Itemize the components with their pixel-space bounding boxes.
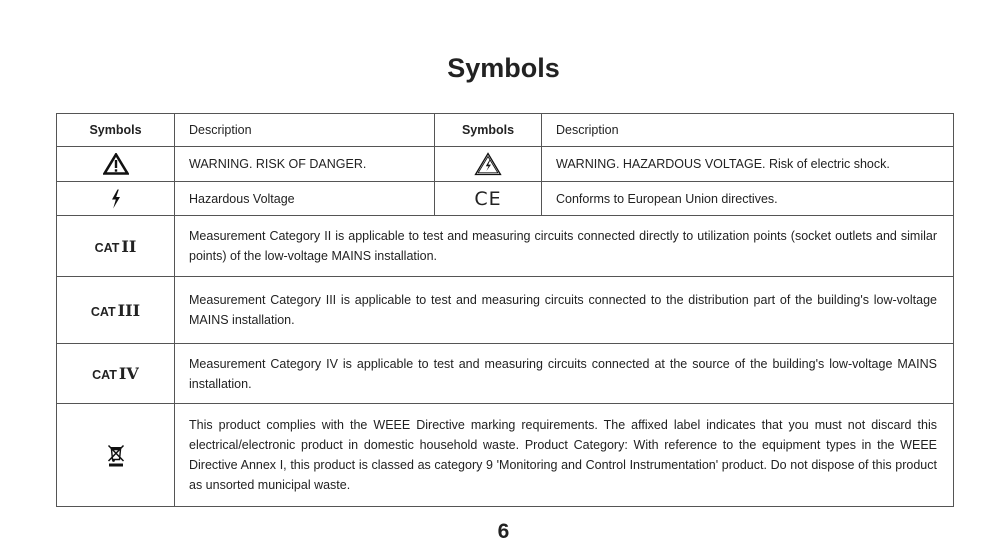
table-header-row bbox=[57, 114, 954, 147]
cat4-label: CAT bbox=[92, 368, 117, 382]
table-row-voltage bbox=[57, 182, 954, 216]
header-description-right: Description bbox=[542, 114, 954, 147]
table-row-weee bbox=[57, 404, 954, 507]
weee-description: This product complies with the WEEE Directive marking requirements. The affixed label indicates that you must not discard this electrical/electronic product in domestic household waste. Product Category: With reference to the equipment types in the WEEE Directive Annex I, this product is classed as category 9 'Monitoring and Control Instrumentation' product. Do not dispose of this product as unsorted municipal waste. bbox=[175, 404, 954, 507]
warning-description: WARNING. RISK OF DANGER. bbox=[175, 147, 435, 182]
page-number: 6 bbox=[497, 520, 510, 543]
hazardous-voltage-symbol-cell bbox=[435, 147, 542, 182]
cat4-roman: IV bbox=[118, 364, 139, 383]
warning-symbol-cell bbox=[57, 147, 175, 182]
cat3-label: CAT bbox=[90, 304, 116, 319]
hazardous-voltage-text: Hazardous Voltage bbox=[175, 182, 435, 216]
page-title: Symbols bbox=[447, 53, 560, 83]
cat3-description: Measurement Category III is applicable to test and measuring circuits connected to the distribution part of the building's low-voltage MAINS installation. bbox=[175, 277, 954, 344]
ce-mark: CE bbox=[474, 187, 502, 210]
table-row-cat4 bbox=[57, 344, 954, 404]
cat3-symbol bbox=[57, 277, 175, 344]
cat3-roman: III bbox=[117, 300, 141, 320]
cat2-symbol bbox=[57, 216, 175, 277]
symbols-table bbox=[56, 113, 954, 507]
header-description-left: Description bbox=[175, 114, 435, 147]
header-symbols-left: Symbols bbox=[57, 114, 175, 147]
table-row-warning bbox=[57, 147, 954, 182]
ce-symbol-cell bbox=[435, 182, 542, 216]
cat4-symbol bbox=[57, 344, 175, 404]
crossed-out-wheelie-bin-icon bbox=[107, 443, 125, 467]
table-row-cat2 bbox=[57, 216, 954, 277]
hazardous-voltage-description: WARNING. HAZARDOUS VOLTAGE. Risk of electric shock. bbox=[542, 147, 954, 182]
table-row-cat3 bbox=[57, 277, 954, 344]
warning-triangle-icon bbox=[103, 153, 129, 175]
lightning-symbol-cell bbox=[57, 182, 175, 216]
hazardous-voltage-triangle-icon bbox=[474, 152, 502, 176]
lightning-bolt-icon bbox=[109, 189, 123, 209]
cat4-description: Measurement Category IV is applicable to test and measuring circuits connected at the source of the building's low-voltage MAINS installation. bbox=[175, 344, 954, 404]
cat2-roman: II bbox=[121, 236, 137, 256]
ce-description: Conforms to European Union directives. bbox=[542, 182, 954, 216]
header-symbols-right: Symbols bbox=[435, 114, 542, 147]
weee-symbol-cell bbox=[57, 404, 175, 507]
cat2-label: CAT bbox=[94, 240, 120, 255]
cat2-description: Measurement Category II is applicable to test and measuring circuits connected directly to utilization points (socket outlets and similar points) of the low-voltage MAINS installation. bbox=[175, 216, 954, 277]
